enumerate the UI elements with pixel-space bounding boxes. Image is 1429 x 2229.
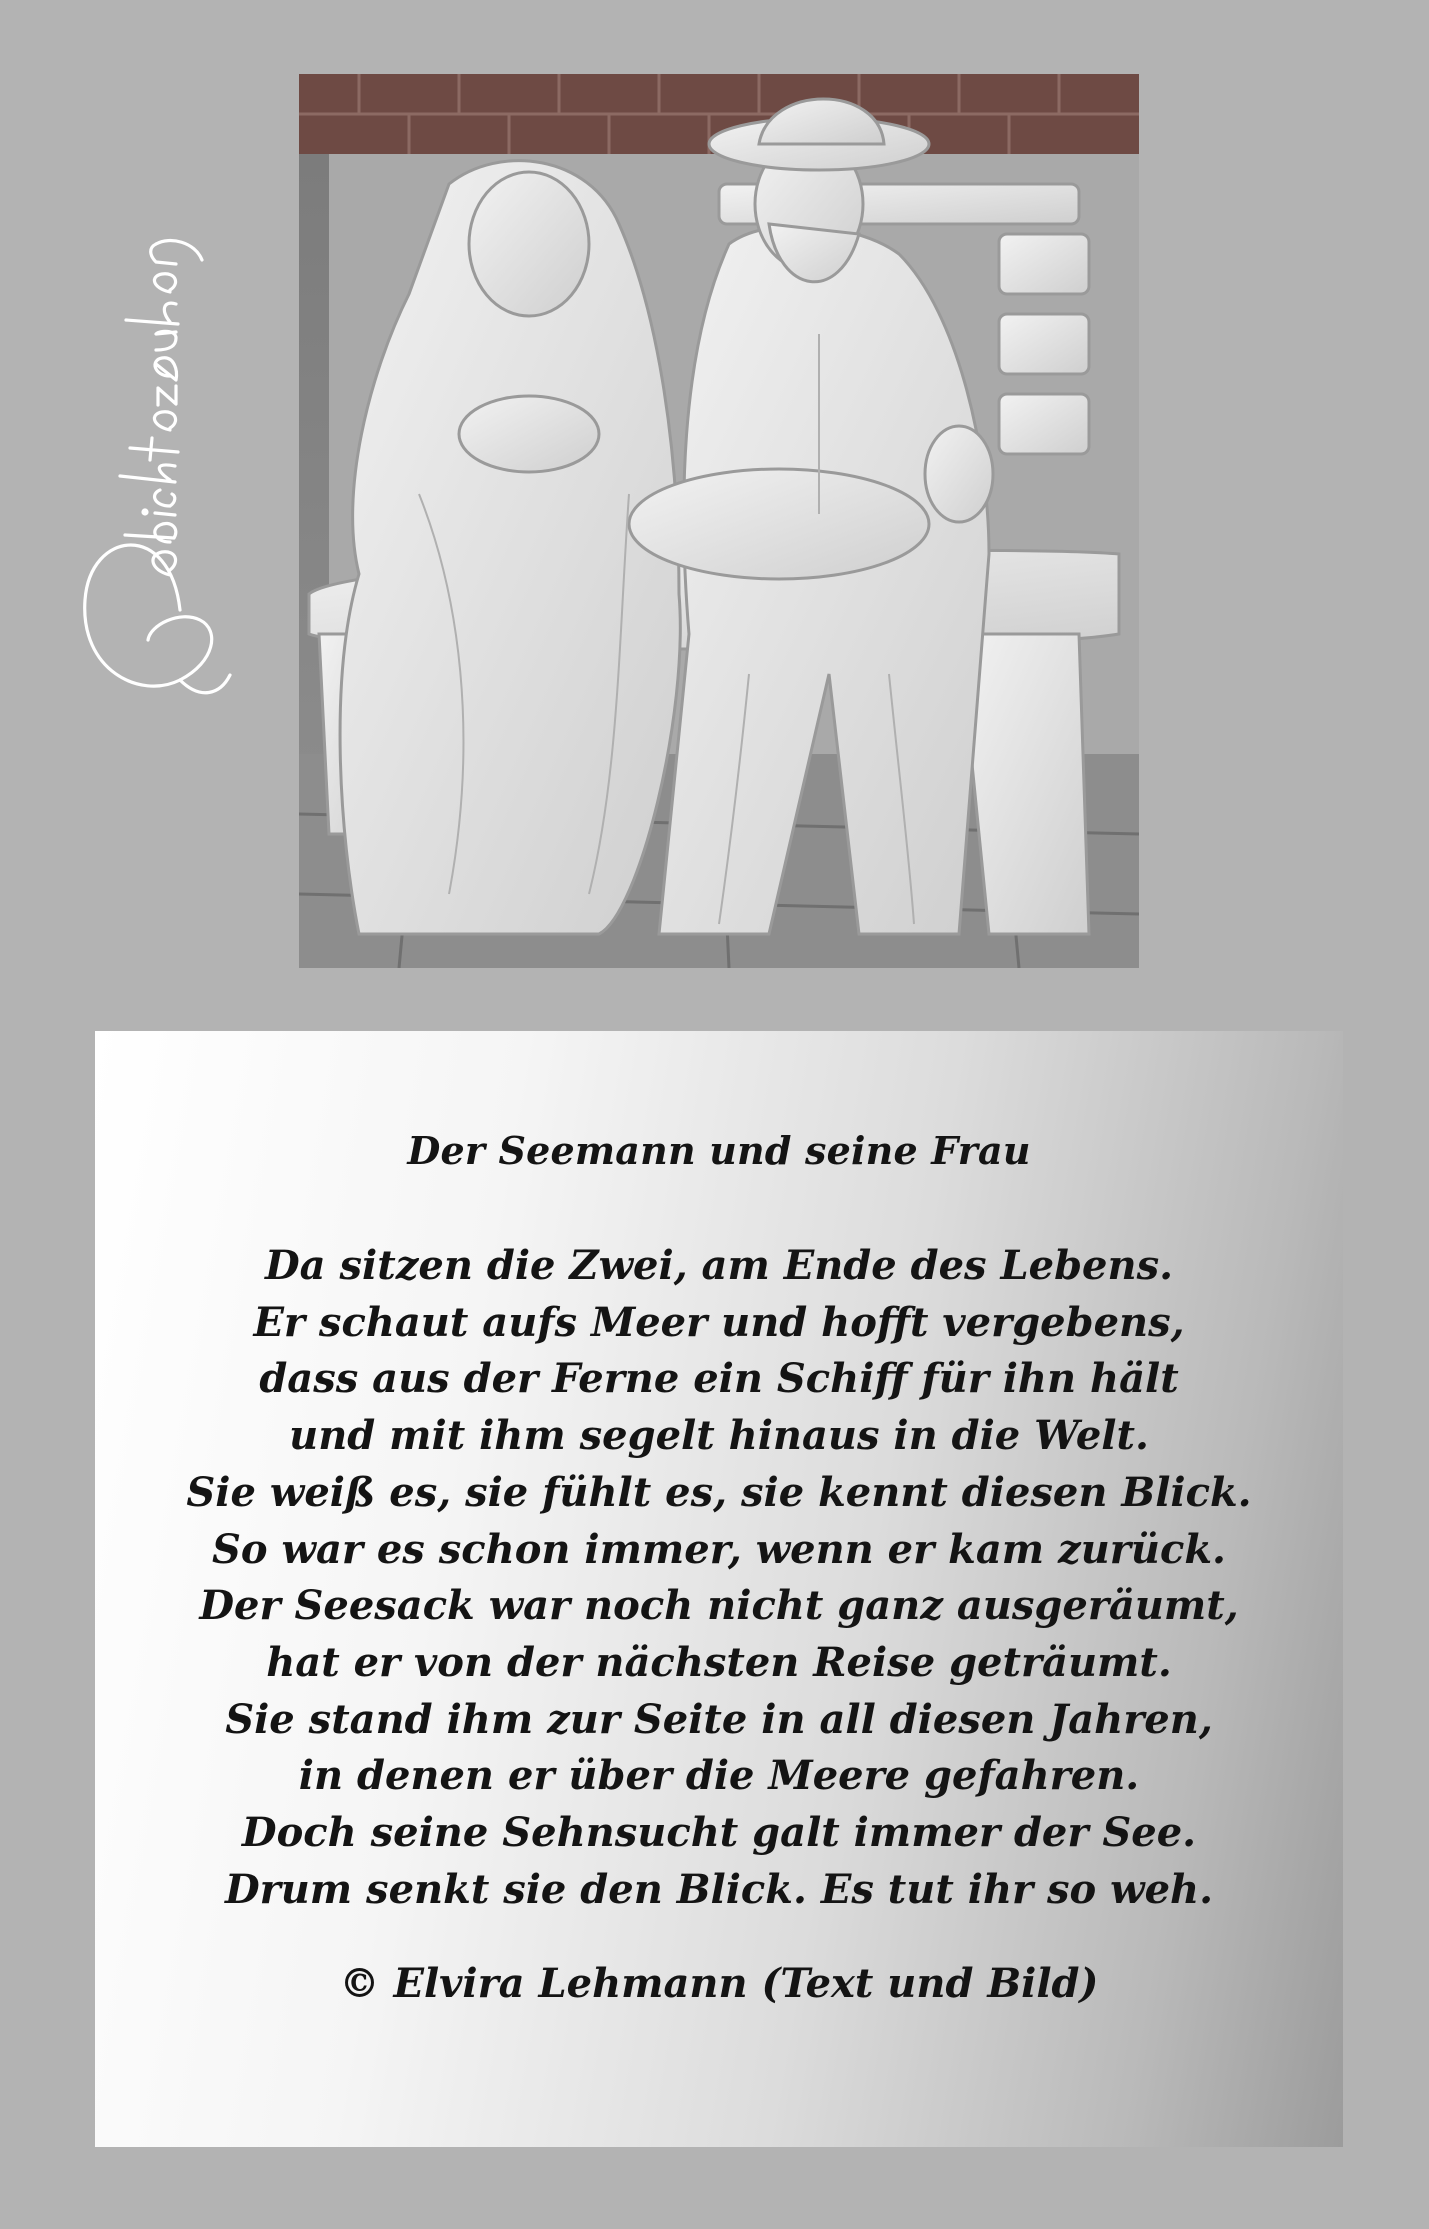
poem-line: Der Seesack war noch nicht ganz ausgeräumt,	[199, 1582, 1239, 1630]
sculpture-illustration	[299, 74, 1139, 968]
poem-line: So war es schon immer, wenn er kam zurück.	[212, 1525, 1226, 1573]
poem-line: in denen er über die Meere gefahren.	[298, 1752, 1140, 1800]
poem-line: Er schaut aufs Meer und hofft vergebens,	[253, 1298, 1185, 1346]
poem-line: Doch seine Sehnsucht galt immer der See.	[241, 1809, 1197, 1857]
poem-title: Der Seemann und seine Frau	[407, 1128, 1031, 1173]
signature-script	[30, 230, 240, 720]
poem-line: hat er von der nächsten Reise geträumt.	[266, 1638, 1172, 1686]
poem-line: dass aus der Ferne ein Schiff für ihn hält	[259, 1355, 1179, 1403]
poem-panel	[95, 1031, 1343, 2147]
poem-line: Da sitzen die Zwei, am Ende des Lebens.	[264, 1242, 1174, 1289]
poem-verse	[95, 1238, 1343, 1918]
poem-line: und mit ihm segelt hinaus in die Welt.	[289, 1412, 1149, 1460]
poem-line: Sie stand ihm zur Seite in all diesen Jahren,	[225, 1695, 1213, 1743]
poem-line: Sie weiß es, sie fühlt es, sie kennt diesen Blick.	[186, 1468, 1252, 1516]
sculpture-photo	[299, 74, 1139, 968]
poem-line: Drum senkt sie den Blick. Es tut ihr so weh.	[224, 1865, 1214, 1913]
signature-logo	[30, 230, 240, 720]
copyright-credit: © Elvira Lehmann (Text und Bild)	[339, 1960, 1099, 2007]
